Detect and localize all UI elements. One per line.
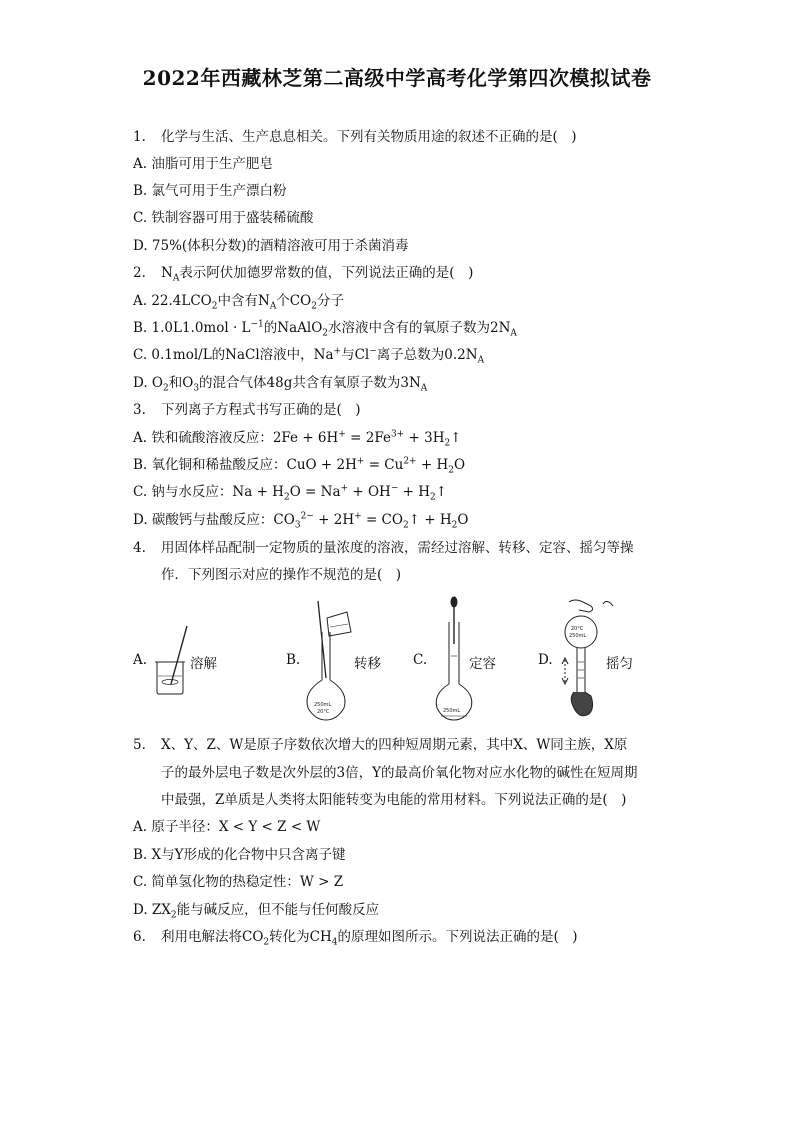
text-part: O = Na bbox=[289, 484, 341, 500]
question-3-stem bbox=[133, 400, 361, 420]
text-part: B. 氧化铜和稀盐酸反应：CuO + 2H bbox=[133, 457, 357, 473]
text-part: 利用电解法将CO bbox=[161, 929, 264, 945]
q5-option-a: A. 原子半径：X < Y < Z < W bbox=[133, 819, 321, 835]
subscript: A bbox=[477, 355, 485, 366]
q3-option-c bbox=[133, 482, 447, 502]
question-number: 1. bbox=[133, 129, 146, 145]
question-5-stem bbox=[133, 735, 627, 755]
question-5-stem-line-3: 中最强，Z单质是人类将太阳能转变为电能的常用材料。下列说法正确的是( ) bbox=[161, 792, 627, 808]
subscript: A bbox=[269, 301, 277, 312]
text-part: ↑ + H bbox=[408, 512, 452, 528]
q1-option-b: B. 氯气可用于生产漂白粉 bbox=[133, 183, 287, 199]
text-part: O bbox=[457, 512, 469, 528]
text-part: D. ZX bbox=[133, 902, 171, 918]
apparatus-illustrations bbox=[133, 596, 673, 726]
option-a-letter: A. bbox=[133, 652, 148, 668]
question-text: 化学与生活、生产息息相关。下列有关物质用途的叙述不正确的是( ) bbox=[161, 129, 577, 145]
subscript: 2 bbox=[402, 520, 409, 531]
q2-option-a bbox=[133, 291, 344, 311]
text-part: + H bbox=[398, 484, 431, 500]
subscript: 2 bbox=[163, 383, 169, 394]
subscript: 3 bbox=[294, 520, 301, 531]
q1-option-c: C. 铁制容器可用于盛装稀硫酸 bbox=[133, 210, 314, 226]
subscript: 2 bbox=[444, 438, 451, 449]
text-part: N bbox=[161, 265, 173, 281]
subscript: 2 bbox=[311, 301, 317, 312]
text-part: 中含有N bbox=[217, 293, 270, 309]
q5-option-c: C. 简单氢化物的热稳定性：W > Z bbox=[133, 874, 344, 890]
text-part: 转化为CH bbox=[269, 929, 332, 945]
question-text: 用固体样品配制一定物质的量浓度的溶液，需经过溶解、转移、定容、摇匀等操 bbox=[161, 540, 634, 556]
superscript: + bbox=[340, 483, 349, 494]
flask-d-temp-text: 20°C bbox=[571, 626, 584, 632]
superscript: −1 bbox=[250, 319, 264, 330]
question-2-stem bbox=[133, 263, 473, 283]
subscript: 2 bbox=[283, 492, 290, 503]
q3-option-d bbox=[133, 510, 468, 530]
volumetric-flask-transfer-illustration bbox=[307, 601, 351, 720]
superscript: + bbox=[333, 346, 342, 357]
question-number: 2. bbox=[133, 265, 146, 281]
option-c-letter: C. bbox=[413, 652, 428, 668]
superscript: − bbox=[369, 346, 377, 357]
subscript: 2 bbox=[211, 301, 218, 312]
q3-option-a bbox=[133, 428, 462, 448]
volumetric-flask-fixing-volume-illustration bbox=[436, 597, 472, 720]
subscript: A bbox=[420, 383, 428, 394]
exam-title: 2022年西藏林芝第二高级中学高考化学第四次模拟试卷 bbox=[142, 66, 652, 90]
q1-option-a: A. 油脂可用于生产肥皂 bbox=[133, 156, 273, 172]
text-part: 的原理如图所示。下列说法正确的是( ) bbox=[337, 929, 578, 945]
text-part: = 2Fe bbox=[345, 430, 391, 446]
text-part: 和O bbox=[168, 375, 194, 391]
text-part: + 2H bbox=[313, 512, 355, 528]
superscript: 2+ bbox=[403, 456, 417, 467]
subscript: 3 bbox=[193, 383, 200, 394]
superscript: − bbox=[390, 483, 399, 494]
option-a-label: 溶解 bbox=[190, 656, 217, 672]
flask-b-volume-text: 250mL bbox=[314, 702, 332, 708]
flask-d-volume-text: 250mL bbox=[569, 633, 587, 639]
question-number: 5. bbox=[133, 737, 146, 753]
superscript: 2− bbox=[300, 511, 314, 522]
question-5-stem-line-2: 子的最外层电子数是次外层的3倍，Y的最高价氧化物对应水化物的碱性在短周期 bbox=[161, 765, 638, 781]
text-part: + OH bbox=[348, 484, 391, 500]
text-part: D. O bbox=[133, 375, 163, 391]
q5-option-d bbox=[133, 900, 379, 920]
text-part: C. 0.1mol/L的NaCl溶液中，Na bbox=[133, 347, 334, 363]
text-part: 能与碱反应，但不能与任何酸反应 bbox=[176, 902, 380, 918]
subscript: 2 bbox=[448, 465, 455, 476]
q3-option-b bbox=[133, 455, 465, 475]
subscript: 2 bbox=[451, 520, 458, 531]
subscript: 2 bbox=[430, 492, 436, 503]
text-part: 分子 bbox=[316, 293, 344, 309]
text-part: ↑ bbox=[450, 430, 462, 446]
q1-option-d: D. 75%(体积分数)的酒精溶液可用于杀菌消毒 bbox=[133, 238, 409, 254]
flask-shaking-illustration bbox=[562, 600, 613, 716]
flask-c-volume-text: 250mL bbox=[443, 708, 461, 714]
flask-b-temp-text: 20°C bbox=[317, 709, 330, 715]
option-d-letter: D. bbox=[538, 652, 553, 668]
text-part: 表示阿伏加德罗常数的值，下列说法正确的是( ) bbox=[179, 265, 474, 281]
text-part: ↑ bbox=[435, 484, 448, 500]
question-4-stem bbox=[133, 538, 634, 558]
text-part: C. 钠与水反应：Na + H bbox=[133, 484, 284, 500]
option-d-label: 摇匀 bbox=[606, 656, 633, 672]
subscript: 2 bbox=[263, 937, 270, 948]
text-part: 离子总数为0.2N bbox=[376, 347, 478, 363]
question-number: 3. bbox=[133, 402, 146, 418]
text-part: A. 铁和硫酸溶液反应：2Fe + 6H bbox=[133, 430, 339, 446]
text-part: = CO bbox=[361, 512, 403, 528]
text-part: 的混合气体48g共含有氧原子数为3N bbox=[199, 375, 421, 391]
beaker-dissolving-illustration bbox=[155, 626, 187, 694]
subscript: 4 bbox=[331, 937, 338, 948]
subscript: 2 bbox=[322, 328, 329, 339]
question-text: X、Y、Z、W是原子序数依次增大的四种短周期元素，其中X、W同主族，X原 bbox=[161, 737, 628, 753]
text-part: + 3H bbox=[404, 430, 445, 446]
option-c-label: 定容 bbox=[469, 656, 496, 672]
subscript: A bbox=[510, 328, 517, 339]
text-part: 个CO bbox=[276, 293, 312, 309]
text-part: 与Cl bbox=[341, 347, 370, 363]
option-b-label: 转移 bbox=[354, 656, 381, 672]
question-text: 下列离子方程式书写正确的是( ) bbox=[161, 402, 361, 418]
text-part: A. 22.4LCO bbox=[133, 293, 212, 309]
subscript: 2 bbox=[170, 910, 177, 921]
superscript: + bbox=[354, 511, 362, 522]
superscript: + bbox=[338, 429, 346, 440]
superscript: + bbox=[356, 456, 365, 467]
text-part: = Cu bbox=[364, 457, 404, 473]
q5-option-b: B. X与Y形成的化合物中只含离子键 bbox=[133, 847, 346, 863]
text-part: + H bbox=[416, 457, 449, 473]
q2-option-b bbox=[133, 318, 517, 338]
superscript: 3+ bbox=[390, 429, 405, 440]
text-part: 的NaAlO bbox=[263, 320, 323, 336]
subscript: A bbox=[172, 273, 180, 284]
text-part: B. 1.0L1.0mol · L bbox=[133, 320, 251, 336]
question-number: 4. bbox=[133, 540, 146, 556]
text-part: 水溶液中含有的氧原子数为2N bbox=[328, 320, 511, 336]
question-number: 6. bbox=[133, 929, 146, 945]
text-part: O bbox=[454, 457, 466, 473]
question-6-stem bbox=[133, 927, 578, 947]
question-4-stem-continued: 作．下列图示对应的操作不规范的是( ) bbox=[161, 567, 402, 583]
question-1-stem bbox=[133, 127, 577, 147]
q2-option-c bbox=[133, 345, 484, 365]
q2-option-d bbox=[133, 373, 427, 393]
option-b-letter: B. bbox=[286, 652, 301, 668]
text-part: D. 碳酸钙与盐酸反应：CO bbox=[133, 512, 295, 528]
